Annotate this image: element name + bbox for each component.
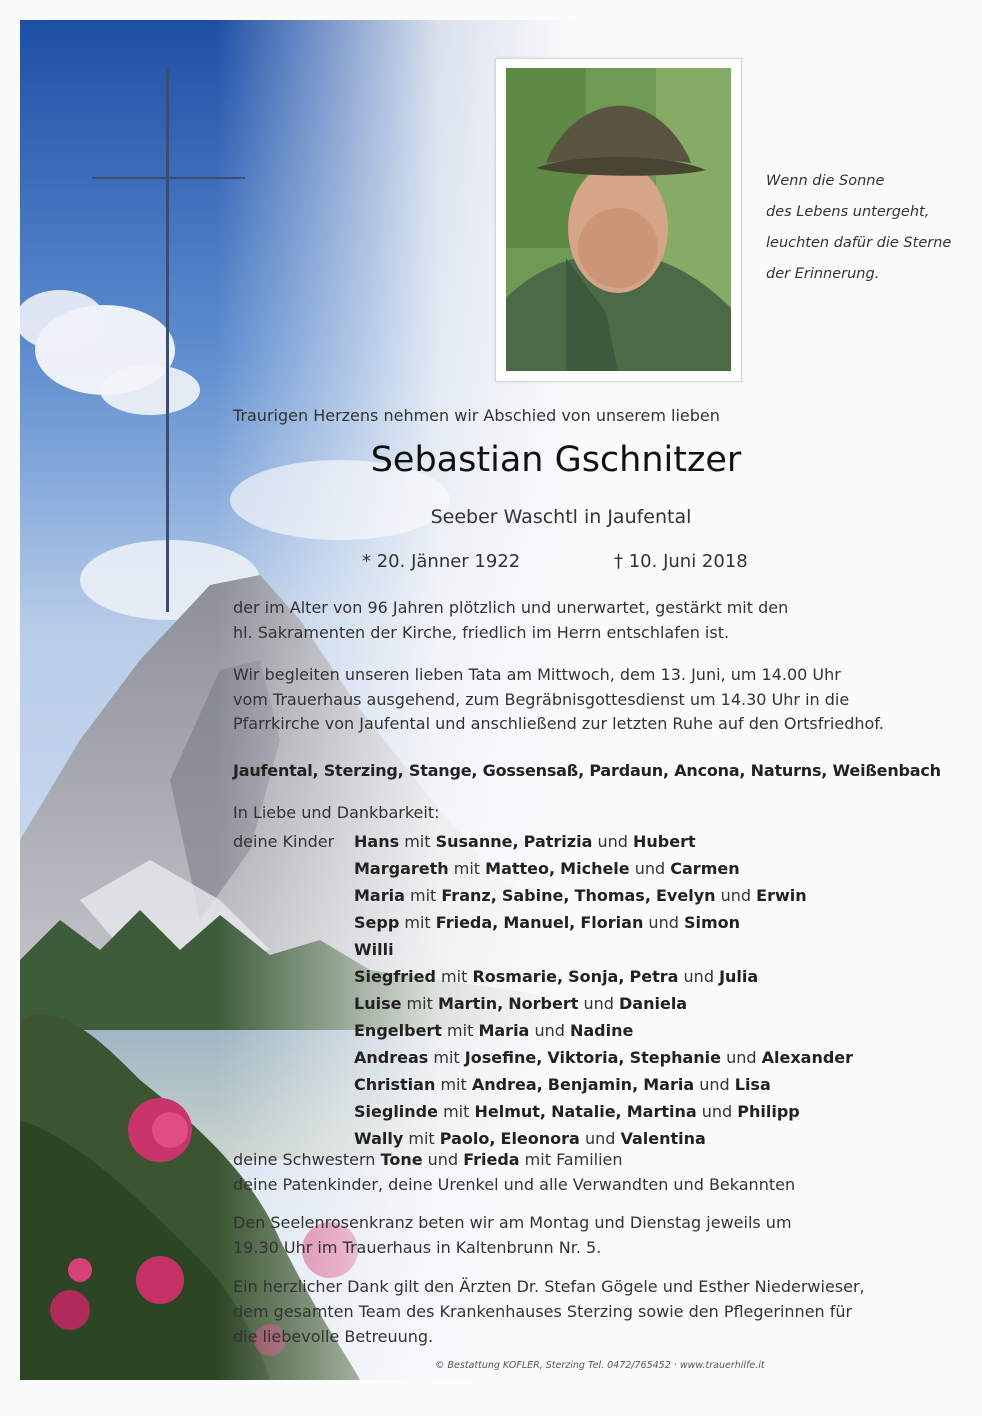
deceased-name: Sebastian Gschnitzer [370, 440, 742, 480]
quote-line: Wenn die Sonne [766, 173, 885, 189]
family-member-name: Helmut, [474, 1102, 546, 1121]
sister-name: Tone [380, 1150, 423, 1169]
birth-star-icon: * [362, 551, 371, 572]
quote-line: leuchten dafür die Sterne [766, 235, 952, 251]
connector-word: und [584, 1129, 616, 1148]
connector-word: mit [409, 886, 437, 905]
connector-word: und [634, 859, 666, 878]
cross-vertical-bar [166, 67, 169, 612]
sisters-suffix: mit Familien [524, 1150, 623, 1169]
death-date-text: 10. Juni 2018 [628, 551, 748, 572]
family-member-name: Eleonora [500, 1129, 580, 1148]
child-row [354, 963, 853, 990]
family-member-name: Simon [683, 913, 741, 932]
family-member-name: Martina [626, 1102, 697, 1121]
connector-word: und [583, 994, 614, 1013]
child-name: Sieglinde [354, 1102, 438, 1121]
family-member-name: Philipp [737, 1102, 800, 1121]
child-row [354, 936, 853, 963]
text-line: der im Alter von 96 Jahren plötzlich und unerwartet, gestärkt mit den [233, 598, 789, 617]
portrait-photo-frame [495, 58, 742, 382]
family-member-name: Rosmarie, [472, 967, 564, 986]
child-name: Margareth [354, 859, 449, 878]
family-member-name: Manuel, [503, 913, 576, 932]
family-member-name: Maria [643, 1075, 695, 1094]
family-member-name: Julia [719, 967, 759, 986]
rosary-paragraph [233, 1210, 792, 1260]
child-name: Christian [354, 1075, 436, 1094]
thanks-paragraph [233, 1274, 865, 1349]
text-line: vom Trauerhaus ausgehend, zum Begräbnisgottesdienst um 14.30 Uhr in die [233, 689, 850, 709]
family-member-name: Stephanie [629, 1048, 721, 1067]
family-member-name: Susanne, [435, 832, 519, 851]
family-member-name: Evelyn [656, 886, 716, 905]
family-member-name: Maria [478, 1021, 530, 1040]
child-name: Willi [354, 940, 394, 959]
conjunction: und [427, 1150, 459, 1169]
birth-date-text: 20. Jänner 1922 [376, 551, 521, 572]
text-line: dem gesamten Team des Krankenhauses Sterzing sowie den Pflegerinnen für [233, 1302, 853, 1321]
child-name: Wally [354, 1129, 404, 1148]
text-line: Den Seelenrosenkranz beten wir am Montag und Dienstag jeweils um [233, 1213, 792, 1232]
text-line: hl. Sakramenten der Kirche, friedlich im Herrn entschlafen ist. [233, 622, 730, 642]
child-name: Maria [354, 886, 405, 905]
connector-word: mit [440, 1075, 467, 1094]
family-member-name: Frieda, [435, 913, 499, 932]
connector-word: mit [447, 1021, 474, 1040]
connector-word: und [701, 1102, 733, 1121]
family-member-name: Thomas, [574, 886, 651, 905]
sister-name: Frieda [463, 1150, 520, 1169]
child-name: Siegfried [354, 967, 436, 986]
family-member-name: Alexander [761, 1048, 854, 1067]
relatives-line: deine Patenkinder, deine Urenkel und alle Verwandten und Bekannten [233, 1175, 796, 1194]
child-row [354, 828, 853, 855]
family-member-name: Erwin [756, 886, 807, 905]
children-label: deine Kinder [233, 832, 335, 851]
child-row [354, 1017, 853, 1044]
family-member-name: Josefine, [464, 1048, 543, 1067]
love-line: In Liebe und Dankbarkeit: [233, 803, 440, 822]
connector-word: mit [433, 1048, 460, 1067]
family-member-name: Norbert [508, 994, 579, 1013]
death-paragraph [233, 596, 788, 645]
portrait-photo [506, 68, 731, 371]
children-rows [354, 828, 853, 1152]
child-row [354, 1098, 853, 1125]
family-member-name: Hubert [633, 832, 696, 851]
connector-word: und [648, 913, 679, 932]
family-member-name: Viktoria, [547, 1048, 625, 1067]
child-row [354, 909, 853, 936]
connector-word: mit [453, 859, 481, 878]
family-member-name: Patrizia [523, 832, 593, 851]
connector-word: und [726, 1048, 757, 1067]
child-name: Andreas [354, 1048, 429, 1067]
family-member-name: Nadine [569, 1021, 634, 1040]
child-row [354, 1071, 853, 1098]
child-name: Sepp [354, 913, 400, 932]
places-line: Jaufental, Sterzing, Stange, Gossensaß, Pardaun, Ancona, Naturns, Weißenbach [233, 761, 941, 780]
child-row [354, 855, 853, 882]
text-line: 19.30 Uhr im Trauerhaus in Kaltenbrunn Nr. 5. [233, 1238, 602, 1257]
intro-text: Traurigen Herzens nehmen wir Abschied von unserem lieben [233, 406, 720, 425]
child-row [354, 882, 853, 909]
child-row [354, 990, 853, 1017]
family-member-name: Sonja, [568, 967, 625, 986]
family-member-name: Florian [580, 913, 644, 932]
connector-word: mit [404, 913, 431, 932]
family-member-name: Martin, [437, 994, 504, 1013]
text-line: Pfarrkirche von Jaufental und anschließend zur letzten Ruhe auf den Ortsfriedhof. [233, 714, 884, 733]
family-member-name: Carmen [670, 859, 740, 878]
family-member-name: Lisa [734, 1075, 771, 1094]
family-member-name: Daniela [619, 994, 688, 1013]
family-member-name: Michele [560, 859, 630, 878]
child-name: Hans [354, 832, 400, 851]
quote-line: des Lebens untergeht, [766, 204, 930, 220]
funeral-paragraph [233, 663, 884, 737]
connector-word: und [683, 967, 714, 986]
family-member-name: Benjamin, [547, 1075, 639, 1094]
memorial-quote [766, 166, 971, 290]
family-member-name: Andrea, [471, 1075, 543, 1094]
connector-word: mit [443, 1102, 470, 1121]
child-name: Engelbert [354, 1021, 442, 1040]
connector-word: mit [404, 832, 431, 851]
connector-word: und [597, 832, 628, 851]
death-cross-icon: † [614, 551, 623, 572]
deceased-nickname: Seeber Waschtl in Jaufental [430, 506, 692, 528]
text-line: Wir begleiten unseren lieben Tata am Mittwoch, dem 13. Juni, um 14.00 Uhr [233, 665, 841, 684]
family-member-name: Petra [629, 967, 679, 986]
connector-word: und [534, 1021, 565, 1040]
connector-word: und [699, 1075, 730, 1094]
funeral-home-footer: © Bestattung KOFLER, Sterzing Tel. 0472/765452 · www.trauerhilfe.it [435, 1360, 765, 1371]
family-member-name: Natalie, [551, 1102, 622, 1121]
connector-word: mit [408, 1129, 435, 1148]
family-member-name: Valentina [620, 1129, 706, 1148]
connector-word: mit [406, 994, 433, 1013]
connector-word: und [720, 886, 752, 905]
text-line: Ein herzlicher Dank gilt den Ärzten Dr. Stefan Gögele und Esther Niederwieser, [233, 1277, 865, 1296]
family-member-name: Franz, [441, 886, 497, 905]
family-member-name: Sabine, [501, 886, 570, 905]
child-name: Luise [354, 994, 402, 1013]
family-member-name: Matteo, [485, 859, 556, 878]
sisters-prefix: deine Schwestern [233, 1150, 376, 1169]
text-line: die liebevolle Betreuung. [233, 1327, 434, 1346]
death-date [614, 551, 748, 572]
child-row [354, 1044, 853, 1071]
family-member-name: Paolo, [439, 1129, 496, 1148]
birth-date [362, 551, 520, 572]
connector-word: mit [441, 967, 468, 986]
cross-horizontal-bar [92, 177, 245, 179]
sisters-line [233, 1147, 623, 1172]
quote-line: der Erinnerung. [766, 266, 880, 282]
